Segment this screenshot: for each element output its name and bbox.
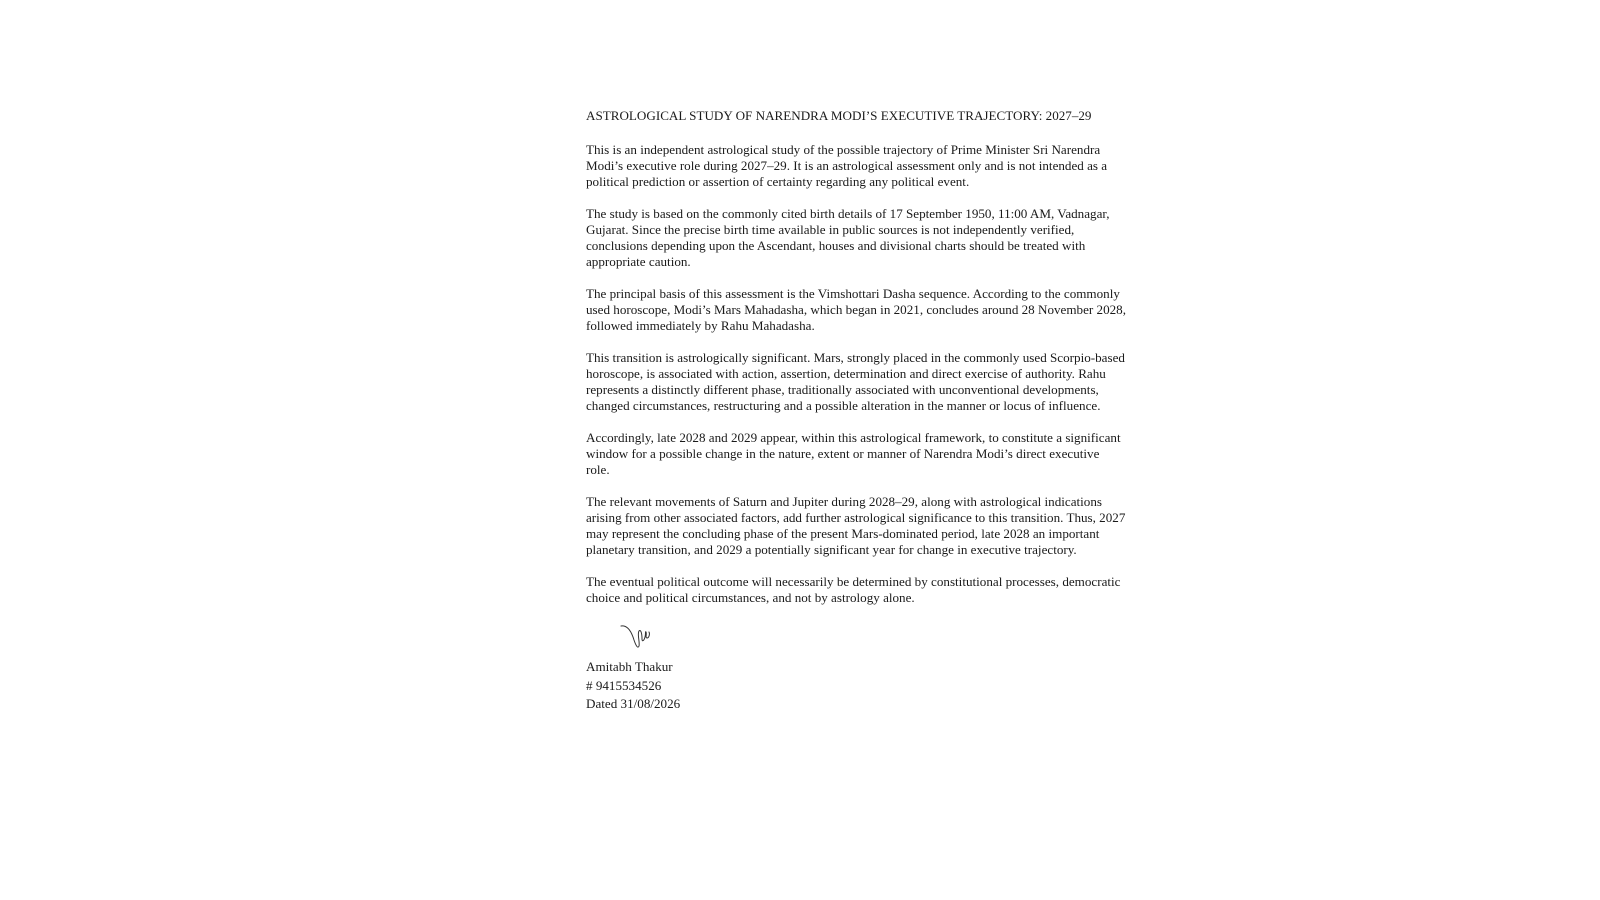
document-date: Dated 31/08/2026 [586, 696, 681, 711]
paragraph-conclusion: The eventual political outcome will necessarily be determined by constitutional processes, democratic choice and political circumstances, and not by astrology alone. [586, 574, 1121, 605]
paragraph-dasha-basis: The principal basis of this assessment is the Vimshottari Dasha sequence. According to the commonly used horoscope, Modi’s Mars Mahadasha, which began in 2021, concludes around 28 November 2028, followed immediately by Rahu Mahadasha. [586, 286, 1127, 333]
paragraph-transition: This transition is astrologically significant. Mars, strongly placed in the commonly used Scorpio-based horoscope, is associated with action, assertion, determination and direct exercise of authority. Rahu represents a distinctly different phase, traditionally associated with unconventional developments, changed circumstances, restructuring and a possible alteration in the manner or locus of influence. [586, 350, 1125, 413]
signatory-phone: # 9415534526 [586, 677, 662, 693]
paragraph-window: Accordingly, late 2028 and 2029 appear, within this astrological framework, to constitute a significant window for a possible change in the nature, extent or manner of Narendra Modi’s direct executive role. [586, 430, 1121, 477]
handwritten-signature [619, 622, 659, 652]
paragraph-birth-details: The study is based on the commonly cited birth details of 17 September 1950, 11:00 AM, Vadnagar, Gujarat. Since the precise birth time available in public sources is not independently verified, conclusions depending upon the Ascendant, houses and divisional charts should be treated with appropriate caution. [586, 206, 1110, 269]
signature-block [586, 658, 1126, 714]
paragraph-planetary-movements: The relevant movements of Saturn and Jupiter during 2028–29, along with astrological indications arising from other associated factors, add further astrological significance to this transition. Thus, 2027 may represent the concluding phase of the present Mars-dominated period, late 2028 an important planetary transition, and 2029 a potentially significant year for change in executive trajectory. [586, 494, 1126, 557]
document-title: ASTROLOGICAL STUDY OF NARENDRA MODI’S EXECUTIVE TRAJECTORY: 2027–29 [586, 108, 1092, 123]
signatory-name: Amitabh Thakur [586, 659, 673, 674]
paragraph-introduction: This is an independent astrological study of the possible trajectory of Prime Minister Sri Narendra Modi’s executive role during 2027–29. It is an astrological assessment only and is not intended as a political prediction or assertion of certainty regarding any political event. [586, 142, 1108, 189]
document-page [586, 108, 1126, 714]
